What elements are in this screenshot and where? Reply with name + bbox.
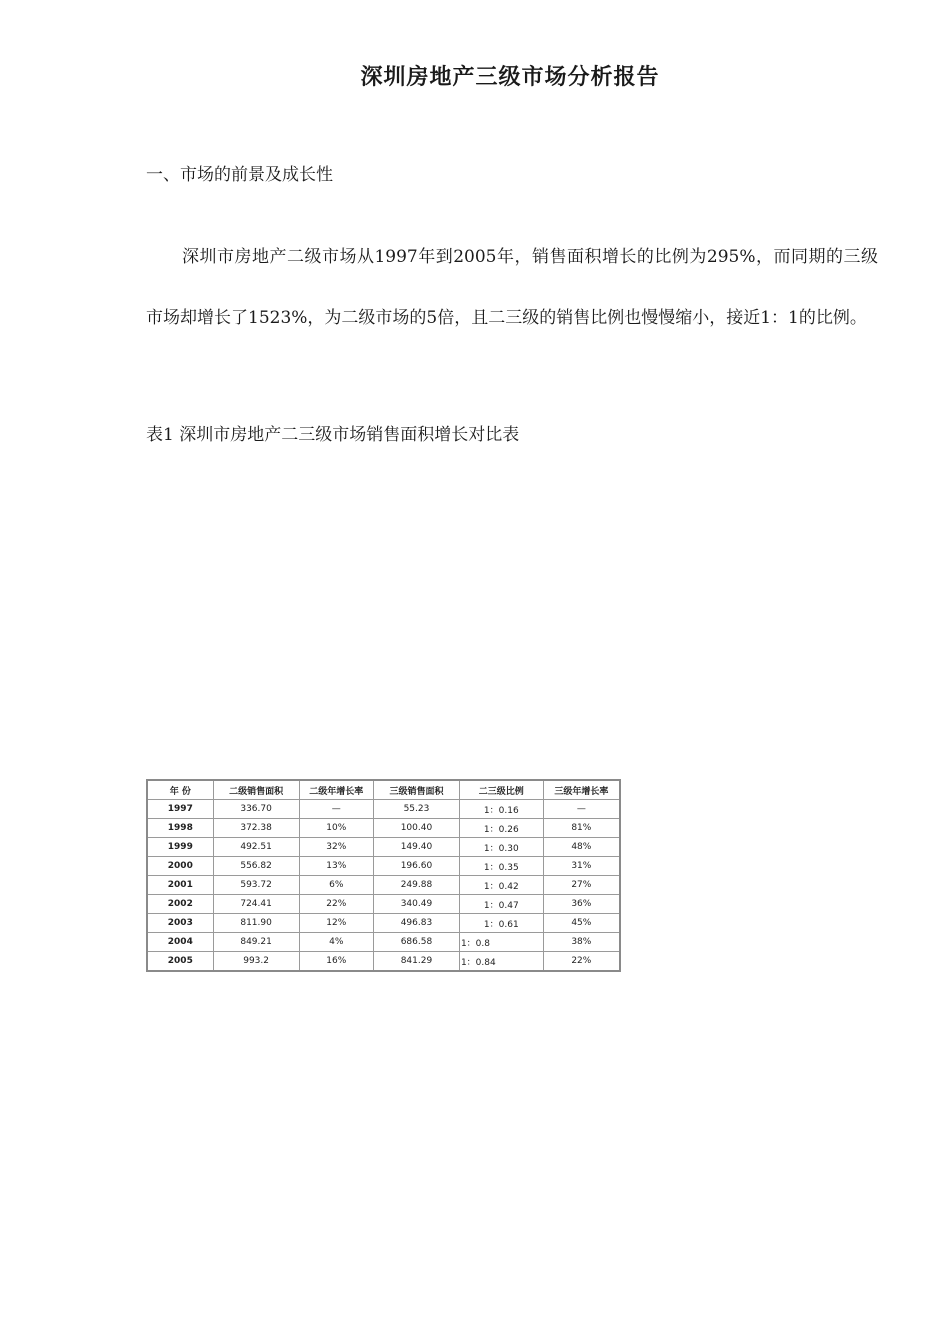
table-cell: 2004 — [147, 933, 213, 952]
table-cell: 811.90 — [213, 914, 299, 933]
column-header: 二级年增长率 — [299, 780, 373, 800]
table-cell: 1：0.35 — [459, 857, 543, 876]
table-cell: 13% — [299, 857, 373, 876]
table-cell: 593.72 — [213, 876, 299, 895]
table-cell: 2001 — [147, 876, 213, 895]
table-cell: — — [299, 800, 373, 819]
table-cell: 1999 — [147, 838, 213, 857]
table-cell: 492.51 — [213, 838, 299, 857]
table-cell: 1：0.84 — [459, 952, 543, 972]
table-cell: 31% — [543, 857, 620, 876]
table-cell: 27% — [543, 876, 620, 895]
table-cell: 38% — [543, 933, 620, 952]
table-cell: 1：0.26 — [459, 819, 543, 838]
table-row — [147, 876, 620, 895]
sales-area-table — [146, 779, 621, 972]
table-cell: 55.23 — [373, 800, 459, 819]
table-cell: 22% — [299, 895, 373, 914]
table-cell: 496.83 — [373, 914, 459, 933]
section-heading: 一、市场的前景及成长性 — [146, 165, 333, 185]
table-cell: 196.60 — [373, 857, 459, 876]
table-row — [147, 800, 620, 819]
body-paragraph: 深圳市房地产二级市场从1997年到2005年，销售面积增长的比例为295%，而同期的三级市场却增长了1523%，为二级市场的5倍，且二三级的销售比例也慢慢缩小，接近1：1的比例。 — [146, 247, 878, 328]
table-cell: — — [543, 800, 620, 819]
table-row — [147, 819, 620, 838]
table-cell: 81% — [543, 819, 620, 838]
table-cell: 100.40 — [373, 819, 459, 838]
table-cell: 6% — [299, 876, 373, 895]
table-cell: 841.29 — [373, 952, 459, 972]
table-cell: 36% — [543, 895, 620, 914]
table-row — [147, 838, 620, 857]
column-header: 三级销售面积 — [373, 780, 459, 800]
table-cell: 2003 — [147, 914, 213, 933]
table-cell: 249.88 — [373, 876, 459, 895]
column-header: 三级年增长率 — [543, 780, 620, 800]
table-cell: 1997 — [147, 800, 213, 819]
table-row — [147, 895, 620, 914]
table-cell: 686.58 — [373, 933, 459, 952]
table-cell: 2002 — [147, 895, 213, 914]
table-cell: 45% — [543, 914, 620, 933]
table-cell: 340.49 — [373, 895, 459, 914]
table-cell: 1：0.30 — [459, 838, 543, 857]
table-cell: 10% — [299, 819, 373, 838]
column-header: 年 份 — [147, 780, 213, 800]
table-cell: 336.70 — [213, 800, 299, 819]
table-cell: 1998 — [147, 819, 213, 838]
table-cell: 556.82 — [213, 857, 299, 876]
table-caption: 表1 深圳市房地产二三级市场销售面积增长对比表 — [146, 425, 520, 445]
table-cell: 16% — [299, 952, 373, 972]
table-cell: 22% — [543, 952, 620, 972]
table-cell: 724.41 — [213, 895, 299, 914]
document-title: 深圳房地产三级市场分析报告 — [360, 65, 660, 90]
table-cell: 2005 — [147, 952, 213, 972]
column-header: 二级销售面积 — [213, 780, 299, 800]
table-cell: 372.38 — [213, 819, 299, 838]
table-cell: 1：0.42 — [459, 876, 543, 895]
table-cell: 1：0.61 — [459, 914, 543, 933]
table-cell: 993.2 — [213, 952, 299, 972]
table-row — [147, 933, 620, 952]
table-row — [147, 914, 620, 933]
table-cell: 12% — [299, 914, 373, 933]
table-row — [147, 952, 620, 972]
table-cell: 1：0.8 — [459, 933, 543, 952]
table-header-row — [147, 780, 620, 800]
table-cell: 849.21 — [213, 933, 299, 952]
table-cell: 1：0.47 — [459, 895, 543, 914]
table-row — [147, 857, 620, 876]
table-cell: 1：0.16 — [459, 800, 543, 819]
table-cell: 4% — [299, 933, 373, 952]
table-body — [147, 800, 620, 972]
table-cell: 149.40 — [373, 838, 459, 857]
column-header: 二三级比例 — [459, 780, 543, 800]
table-cell: 2000 — [147, 857, 213, 876]
table-cell: 48% — [543, 838, 620, 857]
table-cell: 32% — [299, 838, 373, 857]
